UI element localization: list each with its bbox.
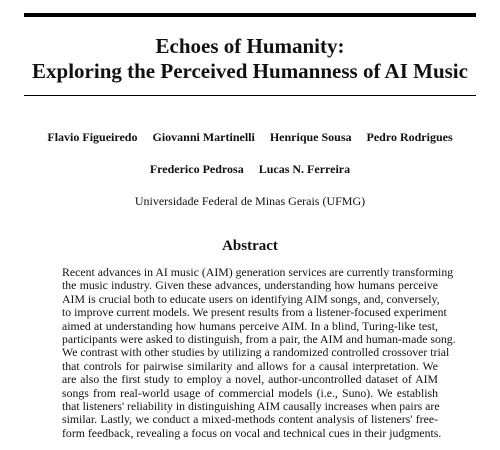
author-name: Frederico Pedrosa (149, 162, 244, 176)
abstract-line: songs from real-world usage of commercial models (i.e., Suno). We establish (62, 385, 438, 400)
abstract-line: participants were asked to distinguish, from a pair, the AIM and human-made song. (62, 332, 456, 347)
abstract-line: aimed at understanding how humans perceive AIM. In a blind, Turing-like test, (62, 318, 438, 333)
title-line-2: Exploring the Perceived Humanness of AI Music (32, 59, 468, 83)
author-name: Flavio Figueiredo (47, 130, 138, 144)
abstract-heading: Abstract (222, 238, 278, 254)
paper-title (24, 34, 476, 84)
abstract-line: the music industry. Given these advances, understanding how humans perceive (62, 278, 438, 293)
title-line-1: Echoes of Humanity: (155, 34, 345, 58)
abstract-line: form feedback, revealing a focus on vocal and technical cues in their judgments. (62, 425, 442, 440)
abstract-line: similar. Lastly, we conduct a mixed-methods content analysis of listeners' free- (62, 412, 438, 427)
abstract-line: AIM is crucial both to educate users on identifying AIM songs, and, conversely, (62, 291, 440, 306)
abstract-line: are also the first study to employ a novel, author-uncontrolled dataset of AIM (62, 372, 438, 387)
author-name: Giovanni Martinelli (152, 130, 255, 144)
author-name: Henrique Sousa (269, 130, 352, 144)
title-top-rule (24, 13, 476, 17)
abstract-line: We contrast with other studies by utilizing a randomized controlled crossover trial (62, 345, 450, 360)
abstract-line: Recent advances in AI music (AIM) generation services are currently transforming (62, 265, 454, 279)
author-name: Pedro Rodrigues (366, 130, 453, 144)
abstract-line: that controls for pairwise similarity and allows for a causal interpretation. We (62, 358, 438, 373)
abstract-line: to improve current models. We present results from a listener-focused experiment (62, 305, 447, 320)
authors-row-2 (24, 162, 476, 177)
authors-row-1 (24, 130, 476, 145)
title-bottom-rule (24, 95, 476, 96)
abstract-body (62, 265, 456, 440)
abstract-line: that listeners' reliability in distinguishing AIM causally increases when pairs are (62, 399, 440, 414)
author-name: Lucas N. Ferreira (258, 162, 351, 176)
affiliation: Universidade Federal de Minas Gerais (UFMG) (134, 194, 366, 208)
